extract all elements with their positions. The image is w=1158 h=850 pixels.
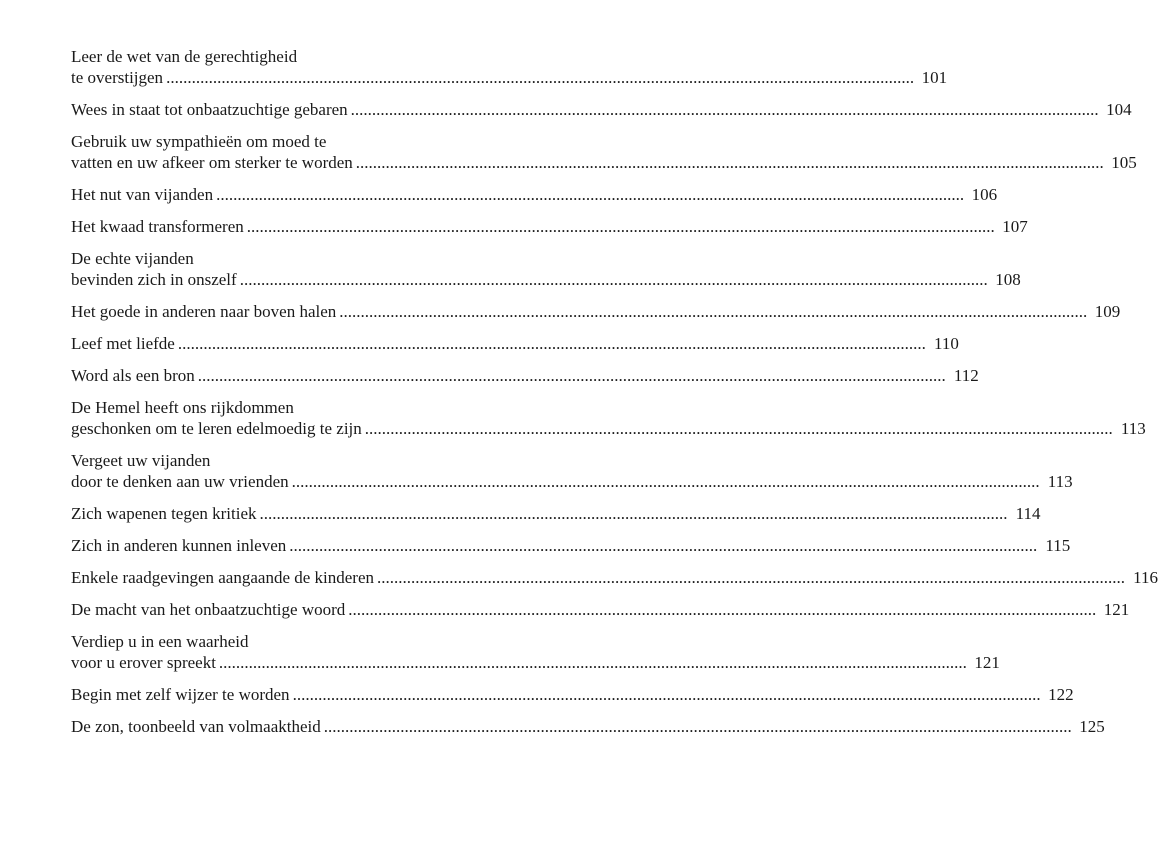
toc-entry-row	[71, 471, 1073, 492]
toc-entry	[71, 535, 1071, 556]
dot-leader: ................................................................................................................................................................................	[166, 68, 915, 87]
toc-entry	[71, 503, 1041, 524]
toc-entry	[71, 599, 1130, 620]
dot-leader: ................................................................................................................................................................................	[289, 536, 1038, 555]
toc-entry-title-line: Verdiep u in een waarheid	[71, 632, 249, 651]
toc-entry-row	[71, 67, 948, 88]
toc-entry-title: Het nut van vijanden	[71, 185, 214, 204]
toc-entry-row	[71, 365, 979, 386]
toc-page-number: 112	[953, 366, 979, 385]
toc-entry-row	[71, 716, 1105, 737]
toc-entry-title: te overstijgen	[71, 68, 164, 87]
toc-page-number: 113	[1047, 472, 1073, 491]
toc-entry-title: Het kwaad transformeren	[71, 217, 244, 236]
toc-entry-title: De zon, toonbeeld van volmaaktheid	[71, 717, 321, 736]
toc-page-number: 121	[974, 653, 1000, 672]
toc-page-number: 109	[1094, 302, 1121, 321]
toc-entry	[71, 450, 1073, 492]
toc-entry-title-line: De echte vijanden	[71, 249, 194, 268]
dot-leader: ................................................................................................................................................................................	[292, 685, 1041, 704]
dot-leader: ................................................................................................................................................................................	[364, 419, 1113, 438]
toc-entry-title: Het goede in anderen naar boven halen	[71, 302, 337, 321]
toc-entry	[71, 631, 1000, 673]
toc-entry	[71, 99, 1132, 120]
toc-entry-title: Word als een bron	[71, 366, 195, 385]
toc-entry-title: voor u erover spreekt	[71, 653, 216, 672]
toc-page-number: 116	[1133, 568, 1158, 587]
toc-entry-row	[71, 503, 1041, 524]
toc-entry-title: De macht van het onbaatzuchtige woord	[71, 600, 346, 619]
toc-entry-row	[71, 333, 959, 354]
toc-entry-row	[71, 216, 1028, 237]
toc-entry	[71, 333, 959, 354]
toc-page-number: 121	[1103, 600, 1130, 619]
toc-entry-title-line: Leer de wet van de gerechtigheid	[71, 47, 298, 66]
toc-entry-title: Zich wapenen tegen kritiek	[71, 504, 257, 523]
toc-page-number: 110	[933, 334, 959, 353]
dot-leader: ................................................................................................................................................................................	[339, 302, 1088, 321]
toc-page-number: 115	[1045, 536, 1071, 555]
toc-entry	[71, 684, 1074, 705]
toc-entry	[71, 248, 1021, 290]
dot-leader: ................................................................................................................................................................................	[355, 153, 1104, 172]
dot-leader: ................................................................................................................................................................................	[246, 217, 995, 236]
toc-entry-title: door te denken aan uw vrienden	[71, 472, 289, 491]
toc-page-number: 114	[1015, 504, 1041, 523]
toc-entry	[71, 365, 979, 386]
dot-leader: ................................................................................................................................................................................	[218, 653, 967, 672]
toc-page-number: 107	[1002, 217, 1028, 236]
toc-entry-row	[71, 269, 1021, 290]
table-of-contents	[71, 46, 1158, 748]
toc-entry	[71, 131, 1137, 173]
toc-entry-row	[71, 535, 1071, 556]
toc-entry	[71, 567, 1158, 588]
toc-entry-title: Enkele raadgevingen aangaande de kinderen	[71, 568, 375, 587]
dot-leader: ................................................................................................................................................................................	[259, 504, 1008, 523]
dot-leader: ................................................................................................................................................................................	[350, 100, 1099, 119]
toc-entry-row	[71, 418, 1146, 439]
toc-entry-title: Zich in anderen kunnen inleven	[71, 536, 287, 555]
dot-leader: ................................................................................................................................................................................	[348, 600, 1097, 619]
toc-page-number: 104	[1106, 100, 1132, 119]
toc-page-number: 125	[1079, 717, 1105, 736]
toc-entry-title: bevinden zich in onszelf	[71, 270, 237, 289]
toc-entry	[71, 46, 948, 88]
toc-entry-row	[71, 652, 1000, 673]
toc-entry-title: Leef met liefde	[71, 334, 175, 353]
toc-entry-row	[71, 152, 1137, 173]
toc-entry	[71, 716, 1105, 737]
toc-entry	[71, 184, 998, 205]
dot-leader: ................................................................................................................................................................................	[291, 472, 1040, 491]
toc-entry	[71, 397, 1146, 439]
toc-page-number: 106	[971, 185, 998, 204]
toc-entry-row	[71, 599, 1130, 620]
toc-entry-title: geschonken om te leren edelmoedig te zijn	[71, 419, 362, 438]
toc-entry-title: vatten en uw afkeer om sterker te worden	[71, 153, 353, 172]
dot-leader: ................................................................................................................................................................................	[177, 334, 926, 353]
toc-entry	[71, 216, 1028, 237]
toc-page-number: 113	[1120, 419, 1146, 438]
dot-leader: ................................................................................................................................................................................	[197, 366, 946, 385]
toc-entry	[71, 301, 1121, 322]
dot-leader: ................................................................................................................................................................................	[216, 185, 965, 204]
toc-entry-title: Wees in staat tot onbaatzuchtige gebaren	[71, 100, 348, 119]
toc-entry-title-line: Vergeet uw vijanden	[71, 451, 211, 470]
toc-entry-title-line: Gebruik uw sympathieën om moed te	[71, 132, 327, 151]
toc-entry-title: Begin met zelf wijzer te worden	[71, 685, 290, 704]
toc-entry-row	[71, 684, 1074, 705]
toc-entry-row	[71, 184, 998, 205]
dot-leader: ................................................................................................................................................................................	[323, 717, 1072, 736]
toc-entry-row	[71, 567, 1158, 588]
toc-page-number: 122	[1048, 685, 1074, 704]
toc-entry-row	[71, 301, 1121, 322]
dot-leader: ................................................................................................................................................................................	[239, 270, 988, 289]
dot-leader: ................................................................................................................................................................................	[377, 568, 1126, 587]
toc-page-number: 105	[1111, 153, 1137, 172]
toc-entry-row	[71, 99, 1132, 120]
toc-page-number: 101	[921, 68, 948, 87]
toc-page-number: 108	[995, 270, 1021, 289]
toc-entry-title-line: De Hemel heeft ons rijkdommen	[71, 398, 294, 417]
